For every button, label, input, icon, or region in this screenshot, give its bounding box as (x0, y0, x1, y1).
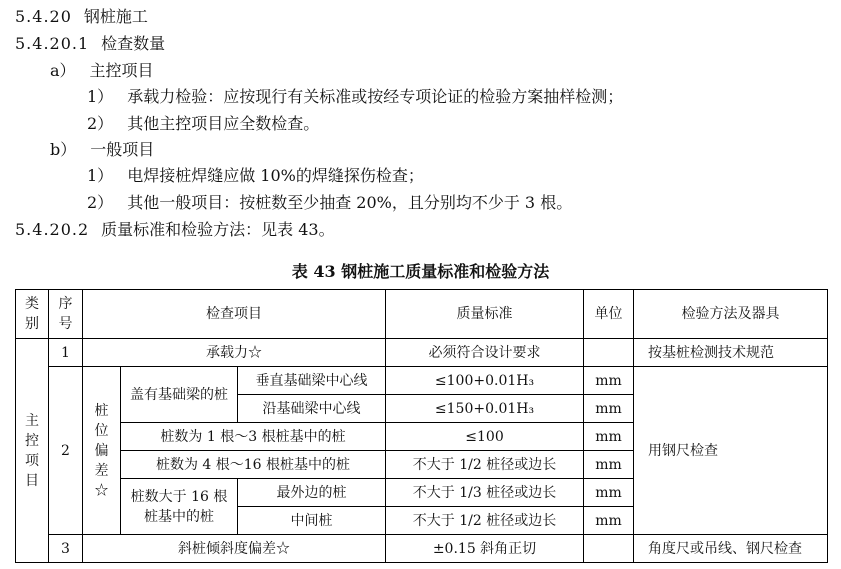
item-marker: b） (50, 140, 77, 159)
subsection-title: 质量标准和检验方法：见表 43。 (101, 220, 335, 239)
section-title: 钢桩施工 (83, 7, 148, 26)
item-cell: 沿基础梁中心线 (238, 395, 386, 423)
item-text: 其他一般项目：按桩数至少抽查 20%，且分别均不少于 3 根。 (127, 193, 573, 212)
table-caption: 表 43 钢桩施工质量标准和检验方法 (291, 262, 550, 281)
standard-cell: ≤100+0.01H₃ (386, 367, 584, 395)
group-cell: 桩位偏差☆ (83, 367, 121, 535)
standard-cell: 不大于 1/3 桩径或边长 (386, 479, 584, 507)
standard-cell: 不大于 1/2 桩径或边长 (386, 507, 584, 535)
category-cell: 主控项目 (16, 339, 49, 563)
subsection-2 (15, 220, 335, 240)
unit-cell (584, 535, 634, 563)
subsection-title: 检查数量 (101, 34, 166, 53)
item-a1 (87, 87, 623, 107)
item-a2 (87, 114, 319, 134)
item-marker: 2） (87, 114, 114, 133)
header-seq: 序号 (49, 290, 83, 339)
method-cell: 角度尺或吊线、钢尺检查 (634, 535, 828, 563)
quality-standard-table (15, 289, 828, 563)
unit-cell: mm (584, 423, 634, 451)
seq-cell: 1 (49, 339, 83, 367)
item-marker: 1） (87, 166, 114, 185)
method-cell: 用钢尺检查 (634, 367, 828, 535)
unit-cell: mm (584, 479, 634, 507)
subsection-1 (15, 34, 165, 54)
item-cell: 桩数为 1 根～3 根桩基中的桩 (121, 423, 386, 451)
item-b2 (87, 193, 572, 213)
item-text: 其他主控项目应全数检查。 (127, 114, 320, 133)
method-cell: 按基桩检测技术规范 (634, 339, 828, 367)
section-number: 5.4.20 (15, 7, 72, 26)
item-cell: 垂直基础梁中心线 (238, 367, 386, 395)
item-cell: 中间桩 (238, 507, 386, 535)
table-row (16, 535, 828, 563)
item-marker: 1） (87, 87, 114, 106)
header-standard: 质量标准 (386, 290, 584, 339)
item-cell: 斜桩倾斜度偏差☆ (83, 535, 386, 563)
item-marker: 2） (87, 193, 114, 212)
item-cell: 最外边的桩 (238, 479, 386, 507)
section-heading (15, 7, 148, 27)
item-a (50, 61, 154, 81)
table-row (16, 339, 828, 367)
standard-cell: ±0.15 斜角正切 (386, 535, 584, 563)
header-method: 检验方法及器具 (634, 290, 828, 339)
unit-cell: mm (584, 395, 634, 423)
subsection-number: 5.4.20.2 (15, 220, 90, 239)
subgroup-cell: 盖有基础梁的桩 (121, 367, 238, 423)
unit-cell: mm (584, 507, 634, 535)
item-marker: a） (50, 61, 76, 80)
header-unit: 单位 (584, 290, 634, 339)
item-b1 (87, 166, 424, 186)
item-text: 主控项目 (89, 61, 154, 80)
header-item: 检查项目 (83, 290, 386, 339)
item-text: 一般项目 (90, 140, 155, 159)
table-row (16, 367, 828, 395)
seq-cell: 3 (49, 535, 83, 563)
unit-cell: mm (584, 367, 634, 395)
standard-cell: 不大于 1/2 桩径或边长 (386, 451, 584, 479)
subsection-number: 5.4.20.1 (15, 34, 90, 53)
standard-cell: ≤100 (386, 423, 584, 451)
header-category: 类别 (16, 290, 49, 339)
item-text: 承载力检验：应按现行有关标准或按经专项论证的检验方案抽样检测； (127, 87, 624, 106)
item-cell: 桩数为 4 根～16 根桩基中的桩 (121, 451, 386, 479)
unit-cell (584, 339, 634, 367)
seq-cell: 2 (49, 367, 83, 535)
unit-cell: mm (584, 451, 634, 479)
item-cell: 承载力☆ (83, 339, 386, 367)
item-text: 电焊接桩焊缝应做 10%的焊缝探伤检查； (127, 166, 424, 185)
table-header-row (16, 290, 828, 339)
standard-cell: ≤150+0.01H₃ (386, 395, 584, 423)
subgroup-cell: 桩数大于 16 根桩基中的桩 (121, 479, 238, 535)
item-b (50, 140, 154, 160)
standard-cell: 必须符合设计要求 (386, 339, 584, 367)
